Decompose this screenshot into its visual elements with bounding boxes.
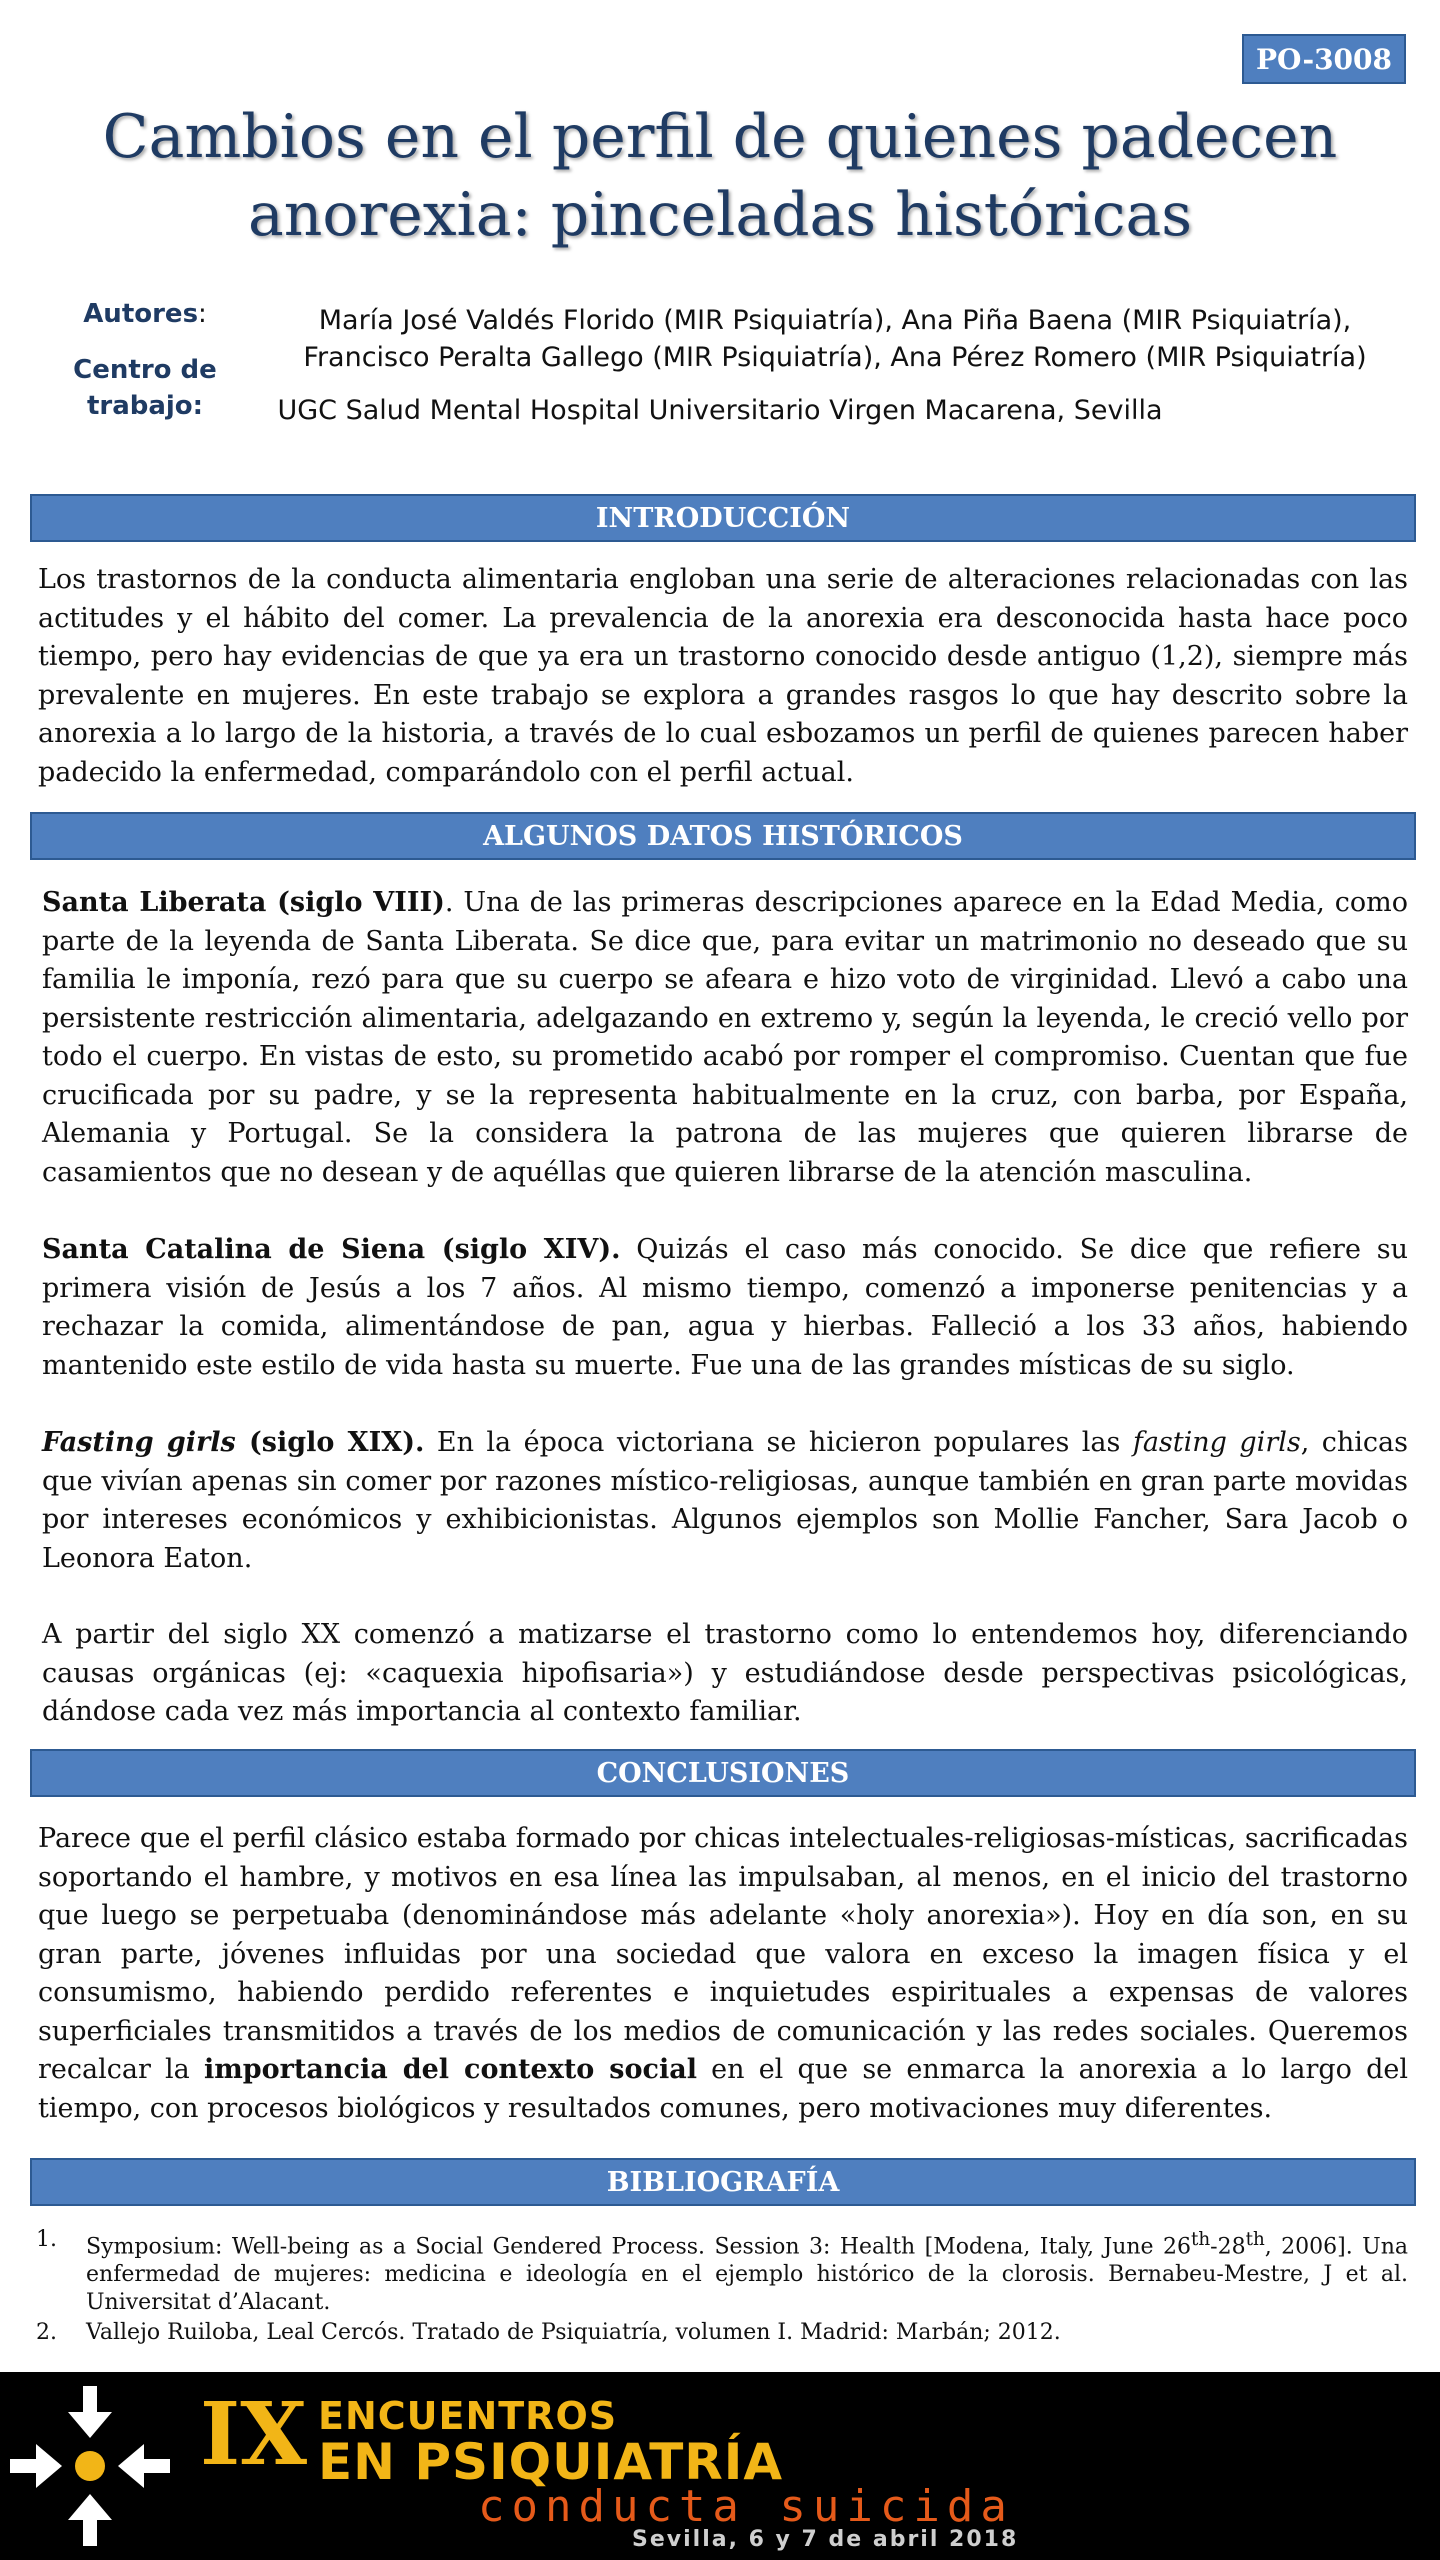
workplace-label-line1: Centro de xyxy=(73,355,217,385)
fasting-text-1: En la época victoriana se hicieron populares las xyxy=(424,1427,1133,1458)
section-heading-history: ALGUNOS DATOS HISTÓRICOS xyxy=(30,812,1416,860)
ref1-sup-2: th xyxy=(1245,2229,1265,2250)
authors-line-2: Francisco Peralta Gallego (MIR Psiquiatría), Ana Pérez Romero (MIR Psiquiatría) xyxy=(303,342,1367,373)
conference-footer-banner xyxy=(0,2372,1440,2560)
bibliography-item xyxy=(36,2226,1408,2317)
fasting-text-2: , chicas que vivían apenas sin comer por razones místico-religiosas, aunque también en gran parte movidas por intereses económicos y exhibicionistas. Algunos ejemplos son Mollie Fancher, Sara Jacob o Leonora Eaton. xyxy=(42,1427,1408,1574)
authors-colon: : xyxy=(198,299,207,329)
poster-title xyxy=(100,98,1340,254)
workplace-text: UGC Salud Mental Hospital Universitario Virgen Macarena, Sevilla xyxy=(277,395,1163,426)
section-heading-conclusions: CONCLUSIONES xyxy=(30,1749,1416,1797)
ref1-part-b: -28 xyxy=(1210,2234,1246,2260)
section-heading-bibliography: BIBLIOGRAFÍA xyxy=(30,2158,1416,2206)
footer-edition-number: IX xyxy=(200,2384,307,2485)
fasting-title-italic: Fasting girls xyxy=(42,1427,236,1458)
history-catalina-paragraph xyxy=(42,1231,1408,1385)
fasting-text-italic: fasting girls xyxy=(1132,1427,1301,1458)
intro-paragraph: Los trastornos de la conducta alimentaria engloban una serie de alteraciones relacionadas con las actitudes y el hábito del comer. La prevalencia de la anorexia era desconocida hasta hace poco tiempo, pero hay evidencias de que ya era un trastorno conocido desde antiguo (1,2), siempre más prevalente en mujeres. En este trabajo se explora a grandes rasgos lo que hay descrito sobre la anorexia a lo largo de la historia, a través de lo cual esbozamos un perfil de quienes parecen haber padecido la enfermedad, comparándolo con el perfil actual. xyxy=(38,564,1408,788)
history-liberata-paragraph xyxy=(42,884,1408,1192)
workplace-label xyxy=(60,352,230,424)
title-line-1: Cambios en el perfil de quienes padecen xyxy=(102,102,1338,172)
fasting-title-rest: (siglo XIX). xyxy=(235,1427,425,1458)
ref1-sup-1: th xyxy=(1190,2229,1211,2250)
ref2-text: Vallejo Ruiloba, Leal Cercós. Tratado de Psiquiatría, volumen I. Madrid: Marbán; 2012. xyxy=(86,2320,1061,2346)
bibliography-number: 2. xyxy=(36,2320,57,2346)
ref1-part-a: Symposium: Well-being as a Social Gendered Process. Session 3: Health [Modena, Italy, June 26 xyxy=(86,2234,1191,2260)
liberata-text: . Una de las primeras descripciones aparece en la Edad Media, como parte de la leyenda de Santa Liberata. Se dice que, para evitar un matrimonio no deseado que su familia le imponía, rezó para que su cuerpo se afeara e hizo voto de virginidad. Llevó a cabo una persistente restricción alimentaria, adelgazando en extremo y, según la leyenda, le creció vello por todo el cuerpo. En vistas de esto, su prometido acabó por romper el compromiso. Cuentan que fue crucificada por su padre, y se la representa habitualmente en la cruz, con barba, por España, Alemania y Portugal. Se la considera la patrona de las mujeres que quieren librarse de casamientos que no desean y de aquéllas que quieren librarse de la atención masculina. xyxy=(42,887,1409,1188)
bibliography-item xyxy=(36,2319,1408,2347)
catalina-title: Santa Catalina de Siena (siglo XIV). xyxy=(42,1234,621,1265)
footer-title-line-2: EN PSIQUIATRÍA xyxy=(318,2433,784,2491)
footer-tagline: conducta suicida xyxy=(478,2481,1014,2532)
arrows-converging-dot-icon xyxy=(0,2372,180,2560)
catalina-text: Quizás el caso más conocido. Se dice que refiere su primera visión de Jesús a los 7 años. Al mismo tiempo, comenzó a imponerse penitencias y a rechazar la comida, alimentándose de pan, agua y hierbas. Falleció a los 33 años, habiendo mantenido este estilo de vida hasta su muerte. Fue una de las grandes místicas de su siglo. xyxy=(42,1234,1408,1381)
authors-line-1: María José Valdés Florido (MIR Psiquiatría), Ana Piña Baena (MIR Psiquiatría), xyxy=(318,305,1352,336)
section-heading-intro: INTRODUCCIÓN xyxy=(30,494,1416,542)
conclusions-text-bold: importancia del contexto social xyxy=(203,2054,697,2085)
authors-label xyxy=(60,296,230,332)
history-modern-paragraph: A partir del siglo XX comenzó a matizarse el trastorno como lo entendemos hoy, diferenciando causas orgánicas (ej: «caquexia hipofisaria») y estudiándose desde perspectivas psicológicas, dándose cada vez más importancia al contexto familiar. xyxy=(42,1619,1408,1727)
footer-date: Sevilla, 6 y 7 de abril 2018 xyxy=(632,2527,1019,2552)
workplace-label-line2: trabajo: xyxy=(86,391,204,421)
conclusions-paragraph xyxy=(38,1820,1408,2128)
conclusions-text-1: Parece que el perfil clásico estaba formado por chicas intelectuales-religiosas-místicas, sacrificadas soportando el hambre, y motivos en esa línea las impulsaban, al menos, en el inicio del trastorno que luego se perpetuaba (denominándose más adelante «holy anorexia»). Hoy en día son, en su gran parte, jóvenes influidas por una sociedad que valora en exceso la imagen física y el consumismo, habiendo perdido referentes e inquietudes espirituales a expensas de valores superficiales transmitidos a través de los medios de comunicación y las redes sociales. Queremos recalcar la xyxy=(38,1823,1408,2085)
ref1-part-c: , 2006]. Una enfermedad de mujeres: medicina e ideología en el ejemplo histórico de la clorosis. Bernabeu-Mestre, J et al. Universitat d’Alacant. xyxy=(86,2234,1408,2316)
bibliography-list xyxy=(36,2226,1408,2349)
poster-code-badge: PO-3008 xyxy=(1242,34,1406,84)
history-fasting-paragraph xyxy=(42,1424,1408,1578)
footer-title-line-1: ENCUENTROS xyxy=(318,2394,618,2438)
liberata-title: Santa Liberata (siglo VIII) xyxy=(42,887,445,918)
fasting-title xyxy=(42,1427,424,1458)
authors-label-text: Autores xyxy=(83,299,199,329)
title-line-2: anorexia: pinceladas históricas xyxy=(247,180,1193,250)
bibliography-number: 1. xyxy=(36,2227,57,2252)
conclusions-text-2: en el que se enmarca la anorexia a lo largo del tiempo, con procesos biológicos y resultados comunes, pero motivaciones muy diferentes. xyxy=(38,2054,1408,2124)
